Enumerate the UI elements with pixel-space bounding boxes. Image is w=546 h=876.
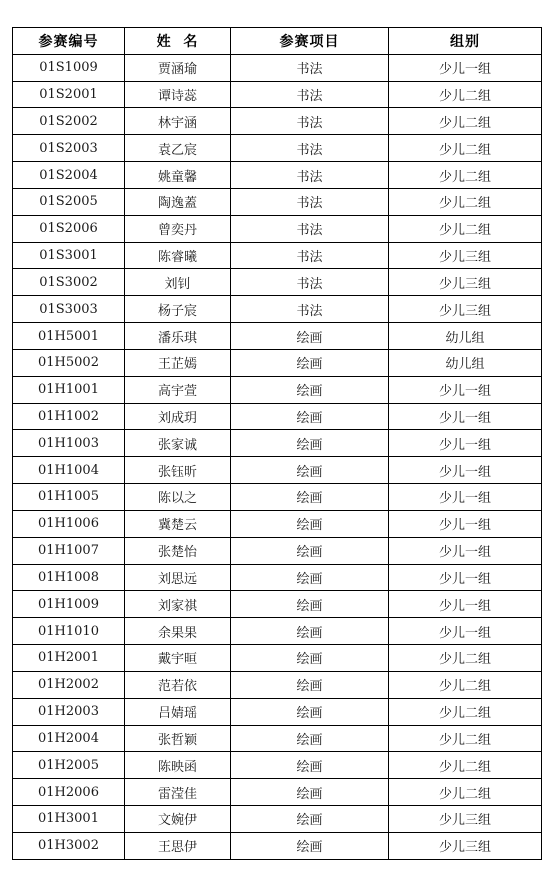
cell-group: 少儿二组 [389, 162, 542, 189]
participant-list [12, 27, 542, 860]
cell-entry-number: 01S1009 [13, 54, 125, 81]
cell-category: 绘画 [231, 430, 389, 457]
cell-category: 书法 [231, 269, 389, 296]
cell-group: 少儿三组 [389, 806, 542, 833]
cell-name: 雷滢佳 [125, 779, 231, 806]
cell-group: 少儿二组 [389, 108, 542, 135]
cell-category: 绘画 [231, 537, 389, 564]
cell-name: 张哲颖 [125, 725, 231, 752]
table-row [13, 430, 542, 457]
cell-entry-number: 01S3003 [13, 296, 125, 323]
table-row [13, 81, 542, 108]
table-row [13, 725, 542, 752]
cell-group: 少儿一组 [389, 510, 542, 537]
table-row [13, 376, 542, 403]
cell-category: 绘画 [231, 698, 389, 725]
cell-group: 少儿二组 [389, 81, 542, 108]
cell-group: 少儿二组 [389, 725, 542, 752]
cell-category: 绘画 [231, 806, 389, 833]
cell-entry-number: 01H1010 [13, 618, 125, 645]
table-row [13, 779, 542, 806]
cell-entry-number: 01H1001 [13, 376, 125, 403]
table-row [13, 242, 542, 269]
cell-category: 绘画 [231, 510, 389, 537]
cell-category: 绘画 [231, 725, 389, 752]
cell-name: 袁乙宸 [125, 135, 231, 162]
cell-name: 吕婧瑶 [125, 698, 231, 725]
cell-category: 绘画 [231, 752, 389, 779]
cell-name: 余果果 [125, 618, 231, 645]
cell-name: 陈以之 [125, 484, 231, 511]
table-row [13, 323, 542, 350]
cell-group: 少儿一组 [389, 618, 542, 645]
table-row [13, 162, 542, 189]
cell-entry-number: 01S3002 [13, 269, 125, 296]
cell-group: 少儿二组 [389, 188, 542, 215]
cell-group: 幼儿组 [389, 323, 542, 350]
cell-entry-number: 01H5001 [13, 323, 125, 350]
cell-name: 陶逸蓋 [125, 188, 231, 215]
cell-name: 戴宇晅 [125, 645, 231, 672]
cell-category: 绘画 [231, 618, 389, 645]
cell-name: 刘成玥 [125, 403, 231, 430]
header-name: 姓 名 [125, 28, 231, 55]
cell-group: 少儿二组 [389, 645, 542, 672]
table-row [13, 108, 542, 135]
cell-name: 范若依 [125, 671, 231, 698]
cell-category: 绘画 [231, 349, 389, 376]
cell-name: 王思伊 [125, 832, 231, 859]
cell-category: 书法 [231, 108, 389, 135]
table-row [13, 564, 542, 591]
cell-name: 陈睿曦 [125, 242, 231, 269]
cell-entry-number: 01H2002 [13, 671, 125, 698]
cell-category: 书法 [231, 215, 389, 242]
cell-name: 曾奕丹 [125, 215, 231, 242]
table-row [13, 618, 542, 645]
cell-name: 张家诚 [125, 430, 231, 457]
table-row [13, 349, 542, 376]
table-header-row [13, 28, 542, 55]
cell-group: 少儿二组 [389, 698, 542, 725]
table-row [13, 510, 542, 537]
cell-group: 少儿一组 [389, 484, 542, 511]
cell-category: 书法 [231, 81, 389, 108]
table-row [13, 54, 542, 81]
cell-group: 少儿一组 [389, 430, 542, 457]
cell-entry-number: 01H1005 [13, 484, 125, 511]
cell-category: 书法 [231, 162, 389, 189]
cell-group: 少儿一组 [389, 564, 542, 591]
cell-category: 书法 [231, 135, 389, 162]
cell-category: 绘画 [231, 376, 389, 403]
cell-category: 绘画 [231, 403, 389, 430]
cell-name: 杨子宸 [125, 296, 231, 323]
cell-entry-number: 01H1008 [13, 564, 125, 591]
table-row [13, 403, 542, 430]
cell-group: 少儿一组 [389, 376, 542, 403]
cell-name: 刘家祺 [125, 591, 231, 618]
cell-name: 潘乐琪 [125, 323, 231, 350]
header-group: 组别 [389, 28, 542, 55]
header-entry-number: 参赛编号 [13, 28, 125, 55]
cell-entry-number: 01H1007 [13, 537, 125, 564]
cell-entry-number: 01H2001 [13, 645, 125, 672]
table-row [13, 537, 542, 564]
cell-category: 书法 [231, 188, 389, 215]
cell-group: 少儿二组 [389, 135, 542, 162]
cell-name: 林宇涵 [125, 108, 231, 135]
cell-group: 少儿二组 [389, 671, 542, 698]
participant-table [12, 27, 542, 860]
table-row [13, 645, 542, 672]
table-row [13, 591, 542, 618]
cell-category: 绘画 [231, 671, 389, 698]
cell-entry-number: 01H1009 [13, 591, 125, 618]
cell-name: 姚童馨 [125, 162, 231, 189]
cell-group: 少儿一组 [389, 457, 542, 484]
cell-entry-number: 01H1004 [13, 457, 125, 484]
cell-entry-number: 01H5002 [13, 349, 125, 376]
cell-group: 少儿三组 [389, 296, 542, 323]
cell-name: 贾涵瑜 [125, 54, 231, 81]
cell-name: 高宇萱 [125, 376, 231, 403]
table-row [13, 806, 542, 833]
cell-group: 少儿三组 [389, 269, 542, 296]
cell-entry-number: 01H1002 [13, 403, 125, 430]
cell-group: 少儿一组 [389, 591, 542, 618]
cell-name: 文婉伊 [125, 806, 231, 833]
cell-group: 少儿一组 [389, 403, 542, 430]
cell-entry-number: 01H2004 [13, 725, 125, 752]
table-row [13, 296, 542, 323]
cell-name: 谭诗蕊 [125, 81, 231, 108]
table-row [13, 752, 542, 779]
table-body [13, 54, 542, 859]
cell-entry-number: 01S2006 [13, 215, 125, 242]
cell-name: 王芷嫣 [125, 349, 231, 376]
table-row [13, 188, 542, 215]
cell-entry-number: 01H1006 [13, 510, 125, 537]
cell-group: 少儿一组 [389, 537, 542, 564]
cell-entry-number: 01S2004 [13, 162, 125, 189]
header-category: 参赛项目 [231, 28, 389, 55]
table-row [13, 457, 542, 484]
cell-category: 书法 [231, 296, 389, 323]
table-row [13, 269, 542, 296]
cell-entry-number: 01H2006 [13, 779, 125, 806]
cell-category: 绘画 [231, 323, 389, 350]
cell-name: 张钰昕 [125, 457, 231, 484]
cell-entry-number: 01H2005 [13, 752, 125, 779]
cell-group: 少儿三组 [389, 242, 542, 269]
cell-group: 少儿二组 [389, 215, 542, 242]
cell-entry-number: 01H3001 [13, 806, 125, 833]
table-row [13, 832, 542, 859]
cell-name: 张楚怡 [125, 537, 231, 564]
cell-category: 绘画 [231, 564, 389, 591]
cell-category: 绘画 [231, 645, 389, 672]
cell-category: 绘画 [231, 832, 389, 859]
table-row [13, 215, 542, 242]
table-row [13, 698, 542, 725]
table-row [13, 484, 542, 511]
cell-entry-number: 01H3002 [13, 832, 125, 859]
table-row [13, 671, 542, 698]
cell-group: 少儿三组 [389, 832, 542, 859]
cell-group: 幼儿组 [389, 349, 542, 376]
cell-group: 少儿二组 [389, 779, 542, 806]
cell-name: 冀楚云 [125, 510, 231, 537]
cell-category: 绘画 [231, 779, 389, 806]
cell-entry-number: 01S3001 [13, 242, 125, 269]
table-row [13, 135, 542, 162]
cell-group: 少儿二组 [389, 752, 542, 779]
cell-category: 书法 [231, 242, 389, 269]
cell-entry-number: 01S2001 [13, 81, 125, 108]
cell-category: 绘画 [231, 591, 389, 618]
cell-name: 陈映函 [125, 752, 231, 779]
cell-group: 少儿一组 [389, 54, 542, 81]
cell-entry-number: 01S2005 [13, 188, 125, 215]
cell-entry-number: 01S2003 [13, 135, 125, 162]
cell-name: 刘思远 [125, 564, 231, 591]
cell-entry-number: 01H2003 [13, 698, 125, 725]
cell-category: 书法 [231, 54, 389, 81]
cell-name: 刘钊 [125, 269, 231, 296]
cell-entry-number: 01S2002 [13, 108, 125, 135]
cell-entry-number: 01H1003 [13, 430, 125, 457]
cell-category: 绘画 [231, 457, 389, 484]
cell-category: 绘画 [231, 484, 389, 511]
